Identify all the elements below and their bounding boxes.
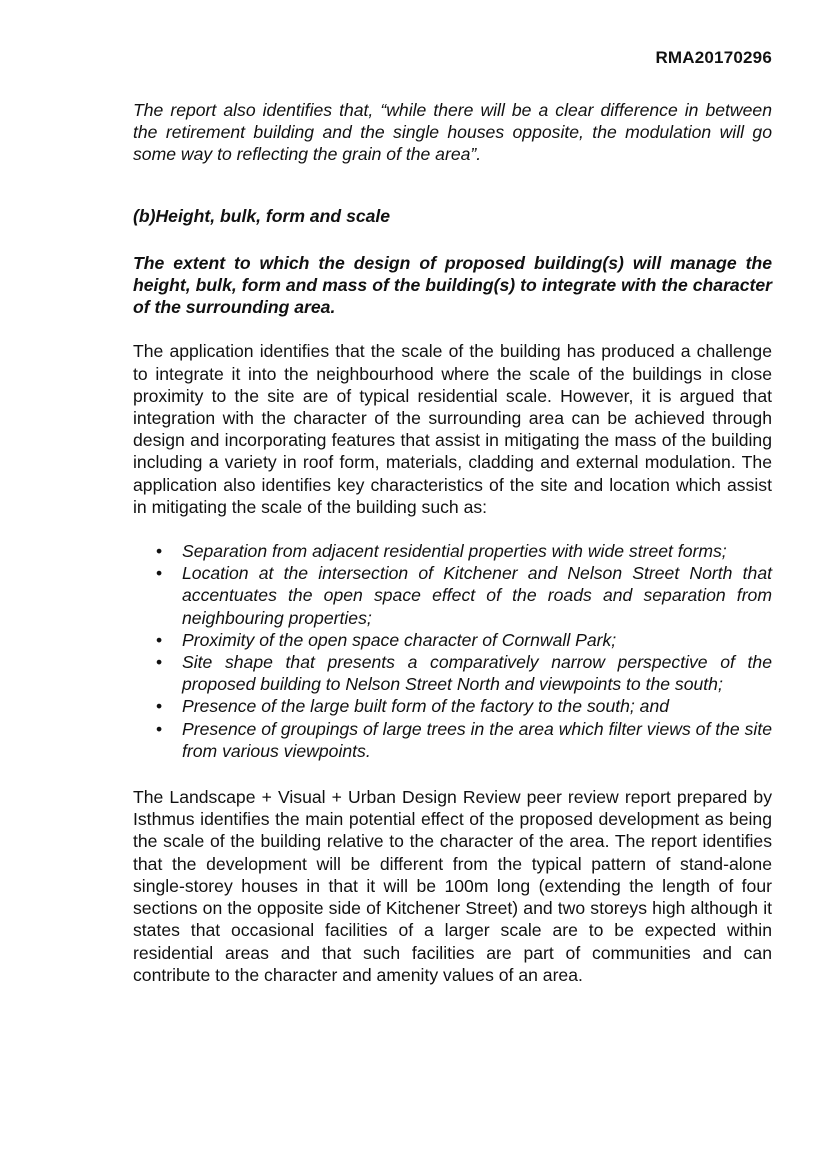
list-item [133,695,772,717]
list-item-text: Separation from adjacent residential properties with wide street forms; [182,541,727,562]
document-body [133,99,772,986]
bullet-marker: • [156,696,163,717]
peer-review-paragraph: The Landscape + Visual + Urban Design Review peer review report prepared by Isthmus identifies the main potential effect of the proposed development as being the scale of the building relative to the character of the area. The report identifies that the development will be different from the typical pattern of stand-alone single-storey houses in that it will be 100m long (extending the length of four sections on the opposite side of Kitchener Street) and two storeys high although it states that occasional facilities of a larger scale are to be expected within residential areas and that such facilities are part of communities and can contribute to the character and amenity values of an area. [133,787,772,985]
list-item-text: Site shape that presents a comparatively narrow perspective of the proposed building to Nelson Street North and viewpoints to the south; [182,652,772,695]
list-item [133,718,772,762]
list-item-text: Location at the intersection of Kitchener and Nelson Street North that accentuates the open space effect of the roads and separation from neighbouring properties; [182,563,772,628]
bullet-marker: • [156,629,163,650]
list-item-text: Presence of the large built form of the factory to the south; and [182,696,670,717]
intro-quote-paragraph: The report also identifies that, “while there will be a clear difference in between the retirement building and the single houses opposite, the modulation will go some way to reflecting the grain of the area”. [133,100,772,165]
mitigating-characteristics-list [133,540,772,762]
list-item [133,651,772,695]
application-paragraph: The application identifies that the scale of the building has produced a challenge to integrate it into the neighbourhood where the scale of the buildings in close proximity to the site are of typical residential scale. However, it is argued that integration with the character of the surrounding area can be achieved through design and incorporating features that assist in mitigating the mass of the building including a variety in roof form, materials, cladding and external modulation. The application also identifies key characteristics of the site and location which assist in mitigating the scale of the building such as: [133,341,772,517]
list-item [133,540,772,562]
document-reference-number: RMA20170296 [655,48,772,67]
bullet-marker: • [156,718,163,739]
list-item-text: Presence of groupings of large trees in the area which filter views of the site from various viewpoints. [182,718,772,761]
list-item-text: Proximity of the open space character of Cornwall Park; [182,629,617,650]
bullet-marker: • [156,652,163,673]
list-item [133,629,772,651]
assessment-criterion: The extent to which the design of proposed building(s) will manage the height, bulk, form and mass of the building(s) to integrate with the character of the surrounding area. [133,252,772,318]
list-item [133,562,772,629]
section-heading: (b)Height, bulk, form and scale [133,205,391,226]
bullet-marker: • [156,563,163,584]
bullet-marker: • [156,541,163,562]
